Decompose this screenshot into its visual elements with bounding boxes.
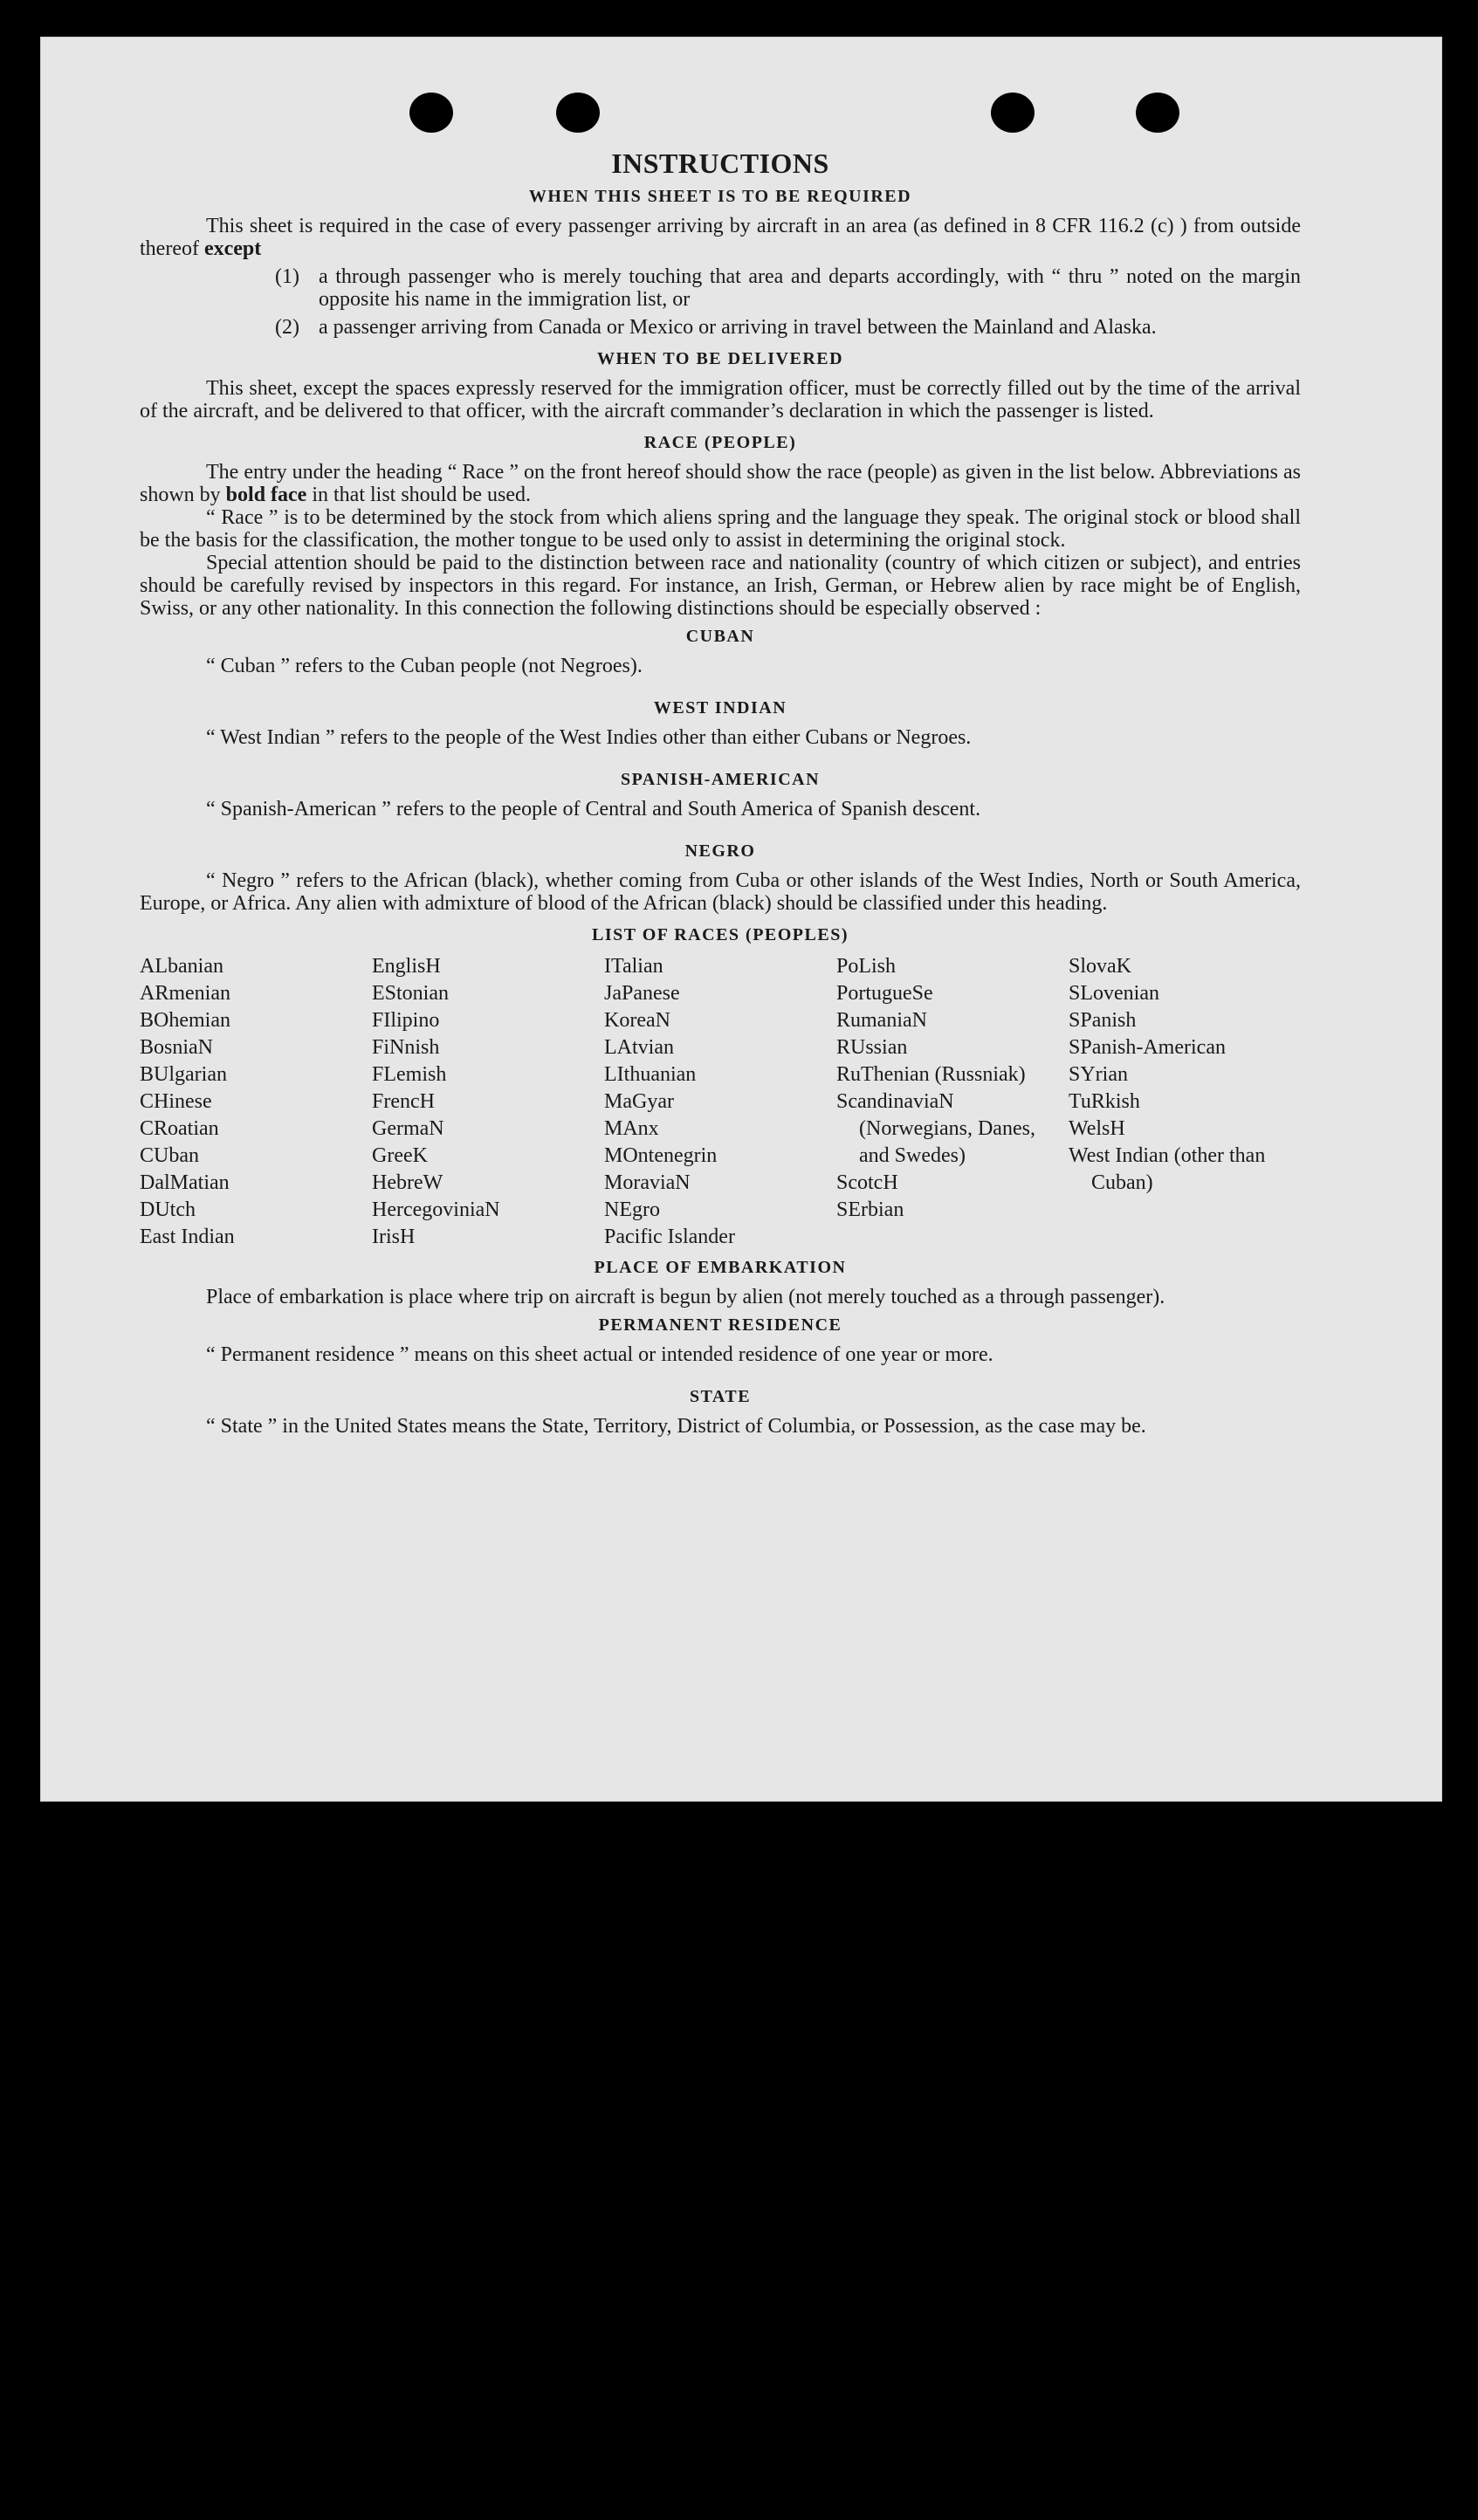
section-heading-delivered: WHEN TO BE DELIVERED <box>596 349 844 368</box>
races-list <box>140 953 1301 1251</box>
race-column <box>140 953 372 1251</box>
section-heading-residence: PERMANENT RESIDENCE <box>598 1315 842 1335</box>
section-heading-embarkation: PLACE OF EMBARKATION <box>594 1258 847 1277</box>
race-item: JaPanese <box>604 982 680 1005</box>
race-item: HebreW <box>372 1171 443 1194</box>
race-item: SYrian <box>1069 1063 1128 1086</box>
list-item <box>275 316 1301 339</box>
race-item: CHinese <box>140 1090 212 1113</box>
section-heading-list-of-races: LIST OF RACES (PEOPLES) <box>591 925 849 944</box>
race-item: SLovenian <box>1069 982 1159 1005</box>
race-item: EnglisH <box>372 955 441 978</box>
race-item: SPanish <box>1069 1009 1137 1032</box>
race-paragraph-2: “ Race ” is to be determined by the stock from which aliens spring and the language they speak. The original stock or blood shall be the basis for the classification, the mother tongue to be used only to assist in determining the original stock. <box>140 506 1301 552</box>
race-item: GermaN <box>372 1117 444 1140</box>
delivered-text: This sheet, except the spaces expressly reserved for the immigration officer, must be correctly filled out by the time of the arrival of the aircraft, and be delivered to that officer, with the aircraft commander’s declaration in which the passenger is listed. <box>140 377 1301 422</box>
race-p1-bold: bold face <box>225 484 307 506</box>
list-item <box>275 265 1301 311</box>
item-number: (1) <box>275 265 299 288</box>
item-number: (2) <box>275 316 299 339</box>
embarkation-text: Place of embarkation is place where trip on aircraft is begun by alien (not merely touched as a through passenger). <box>206 1286 1165 1308</box>
race-column <box>836 953 1069 1251</box>
section-heading-spanish-american: SPANISH-AMERICAN <box>620 770 821 789</box>
section-heading-cuban: CUBAN <box>685 627 755 646</box>
state-text: “ State ” in the United States means the State, Territory, District of Columbia, or Possession, as the case may be. <box>206 1415 1146 1438</box>
race-item: DUtch <box>140 1198 196 1221</box>
instructions-content <box>140 120 1301 1438</box>
race-item: TuRkish <box>1069 1090 1140 1113</box>
race-item: EStonian <box>372 982 449 1005</box>
race-item: FIlipino <box>372 1009 440 1032</box>
spanish-american-text: “ Spanish-American ” refers to the people of Central and South America of Spanish descent. <box>206 798 981 821</box>
race-item: East Indian <box>140 1226 235 1248</box>
race-column <box>372 953 604 1251</box>
race-item: RumaniaN <box>836 1009 927 1032</box>
race-item: ITalian <box>604 955 663 978</box>
negro-text: “ Negro ” refers to the African (black), whether coming from Cuba or other islands of the West Indies, North or South America, Europe, or Africa. Any alien with admixture of blood of the African (black) should be classified under this heading. <box>140 869 1301 915</box>
race-item: FrencH <box>372 1090 435 1113</box>
race-item: Pacific Islander <box>604 1226 735 1248</box>
race-item: ALbanian <box>140 955 223 978</box>
race-item: KoreaN <box>604 1009 670 1032</box>
race-item: BUlgarian <box>140 1063 227 1086</box>
required-intro-bold: except <box>203 237 262 260</box>
race-item: PortugueSe <box>836 982 933 1005</box>
race-item: SPanish-American <box>1069 1036 1226 1059</box>
cuban-text: “ Cuban ” refers to the Cuban people (not Negroes). <box>206 655 643 677</box>
race-item: PoLish <box>836 955 897 978</box>
race-item: HercegoviniaN <box>372 1198 500 1221</box>
race-item: MaGyar <box>604 1090 674 1113</box>
race-item: SlovaK <box>1069 955 1131 978</box>
race-column <box>604 953 836 1251</box>
race-item: LIthuanian <box>604 1063 697 1086</box>
race-item: CRoatian <box>140 1117 219 1140</box>
race-item: RuThenian (Russniak) <box>836 1063 1026 1086</box>
race-paragraph-3: Special attention should be paid to the distinction between race and nationality (country of which citizen or subject), and entries should be carefully revised by inspectors in this regard. For instance, an Irish, German, or Hebrew alien by race might be of English, Swiss, or any other nationality. In this connection the following distinctions should be especially observed : <box>140 552 1301 620</box>
race-item: MoraviaN <box>604 1171 691 1194</box>
residence-text: “ Permanent residence ” means on this sheet actual or intended residence of one year or more. <box>206 1343 993 1366</box>
section-heading-state: STATE <box>689 1387 752 1406</box>
race-p1-end: in that list should be used. <box>306 484 531 506</box>
west-indian-text: “ West Indian ” refers to the people of the West Indies other than either Cubans or Negroes. <box>206 726 972 749</box>
section-heading-required: WHEN THIS SHEET IS TO BE REQUIRED <box>528 187 912 206</box>
race-item: GreeK <box>372 1144 428 1167</box>
race-item: BosniaN <box>140 1036 213 1059</box>
section-heading-negro: NEGRO <box>684 841 756 861</box>
race-item: FiNnish <box>372 1036 440 1059</box>
race-p1-text: The entry under the heading “ Race ” on the front hereof should show the race (people) as given in the list below. Abbreviations as shown by <box>140 461 1301 506</box>
required-intro-text: This sheet is required in the case of every passenger arriving by aircraft in an area (as defined in 8 CFR 116.2 (c) ) from outside thereof <box>140 215 1301 260</box>
race-item: FLemish <box>372 1063 447 1086</box>
required-intro <box>140 215 1301 260</box>
race-item: IrisH <box>372 1226 416 1248</box>
race-item: MOntenegrin <box>604 1144 718 1167</box>
race-item: DalMatian <box>140 1171 230 1194</box>
race-item: West Indian (other than Cuban) <box>1069 1144 1266 1194</box>
section-heading-west-indian: WEST INDIAN <box>653 698 787 718</box>
race-column <box>1069 953 1301 1251</box>
race-item: NEgro <box>604 1198 660 1221</box>
page-title: INSTRUCTIONS <box>611 148 829 179</box>
race-item: SErbian <box>836 1198 904 1221</box>
race-item: LAtvian <box>604 1036 674 1059</box>
race-paragraph-1 <box>140 461 1301 506</box>
race-item: ScandinaviaN (Norwegians, Danes, and Swedes) <box>836 1090 1035 1167</box>
section-heading-race: RACE (PEOPLE) <box>643 433 797 452</box>
race-item: ARmenian <box>140 982 230 1005</box>
race-item: MAnx <box>604 1117 659 1140</box>
race-item: WelsH <box>1069 1117 1125 1140</box>
item-text: a through passenger who is merely touching that area and departs accordingly, with “ thru ” noted on the margin opposite his name in the immigration list, or <box>319 265 1301 311</box>
item-text: a passenger arriving from Canada or Mexico or arriving in travel between the Mainland and Alaska. <box>319 316 1157 339</box>
race-item: CUban <box>140 1144 199 1167</box>
race-item: ScotcH <box>836 1171 898 1194</box>
race-item: BOhemian <box>140 1009 230 1032</box>
race-item: RUssian <box>836 1036 908 1059</box>
